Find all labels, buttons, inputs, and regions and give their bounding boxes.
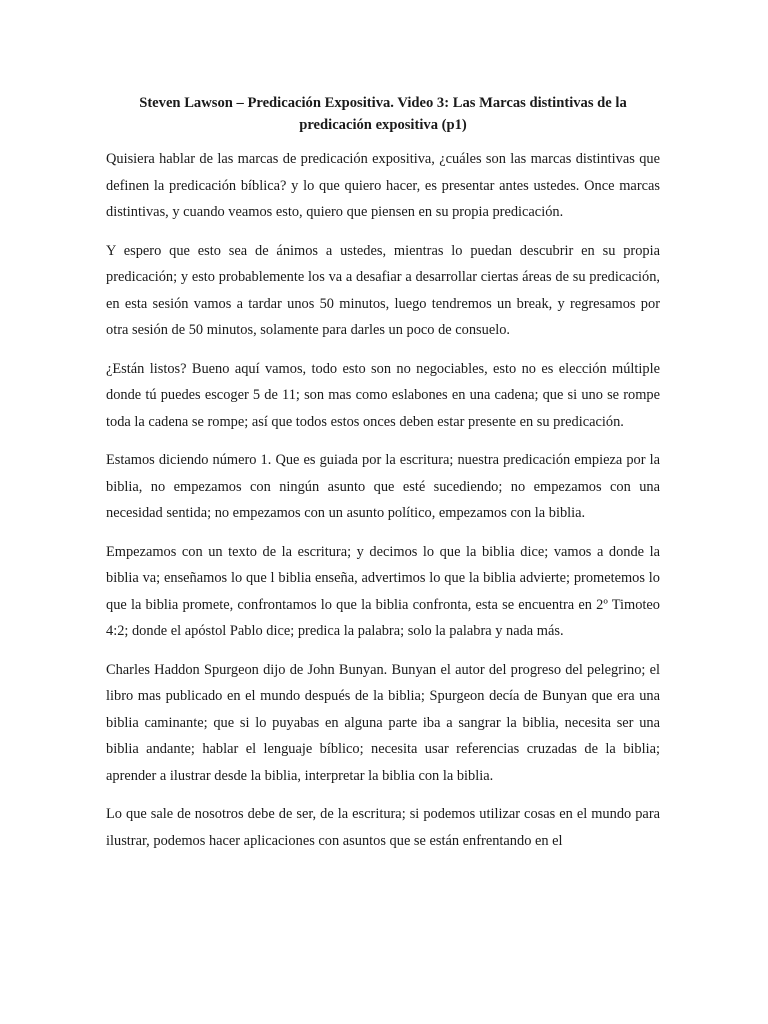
paragraph-1: Quisiera hablar de las marcas de predicación expositiva, ¿cuáles son las marcas distintivas que definen la predicación bíblica? y lo que quiero hacer, es presentar antes ustedes. Once marcas distintivas, y cuando veamos esto, quiero que piensen en su propia predicación. xyxy=(106,151,660,220)
paragraph-4: Estamos diciendo número 1. Que es guiada por la escritura; nuestra predicación empieza por la biblia, no empezamos con ningún asunto que esté sucediendo; no empezamos con una necesidad sentida; no empezamos con un asunto político, empezamos con la biblia. xyxy=(106,452,660,521)
paragraph-6: Charles Haddon Spurgeon dijo de John Bunyan. Bunyan el autor del progreso del pelegrino; el libro mas publicado en el mundo después de la biblia; Spurgeon decía de Bunyan que era una biblia caminante; que si lo puyabas en alguna parte iba a sangrar la biblia, necesita ser una biblia andante; hablar el lenguaje bíblico; necesita usar referencias cruzadas de la biblia; aprender a ilustrar desde la biblia, interpretar la biblia con la biblia. xyxy=(106,661,660,784)
paragraph-7: Lo que sale de nosotros debe de ser, de la escritura; si podemos utilizar cosas en el mundo para ilustrar, podemos hacer aplicaciones con asuntos que se están enfrentando en el xyxy=(106,806,660,849)
paragraph-3: ¿Están listos? Bueno aquí vamos, todo esto son no negociables, esto no es elección múltiple donde tú puedes escoger 5 de 11; son mas como eslabones en una cadena; que si uno se rompe toda la cadena se rompe; así que todos estos onces deben estar presente en su predicación. xyxy=(106,360,660,430)
paragraph-5: Empezamos con un texto de la escritura; y decimos lo que la biblia dice; vamos a donde la biblia va; enseñamos lo que l biblia enseña, advertimos lo que la biblia advierte; prometemos lo que la biblia promete, confrontamos lo que la biblia confronta, esta se encuentra en 2º Timoteo 4:2; donde el apóstol Pablo dice; predica la palabra; solo la palabra y nada más. xyxy=(106,543,660,639)
paragraph-2: Y espero que esto sea de ánimos a ustedes, mientras lo puedan descubrir en su propia predicación; y esto probablemente los va a desafiar a desarrollar ciertas áreas de su predicación, en esta sesión vamos a tardar unos 50 minutos, luego tendremos un break, y regresamos por otra sesión de 50 minutos, solamente para darles un poco de consuelo. xyxy=(106,242,660,338)
document-title: Steven Lawson – Predicación Expositiva. Video 3: Las Marcas distintivas de la predicación expositiva (p1) xyxy=(139,95,627,133)
document-body xyxy=(106,92,660,866)
